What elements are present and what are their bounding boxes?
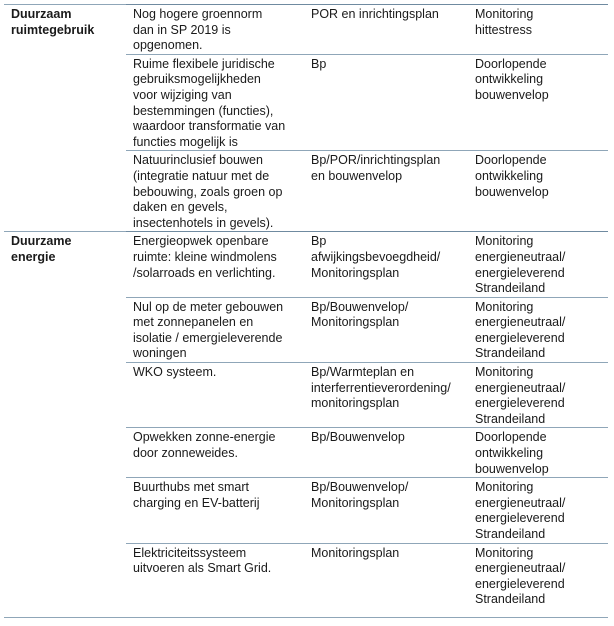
table-row xyxy=(4,5,608,55)
instrument-cell: Bp/POR/inrichtingsplan en bouwenvelop xyxy=(304,151,468,232)
measure-cell: Nog hogere groennorm dan in SP 2019 is opgenomen. xyxy=(126,5,304,55)
table-row xyxy=(4,428,608,478)
status-cell: Monitoring energieneutraal/ energieleverend Strandeiland xyxy=(468,543,608,617)
table-row xyxy=(4,297,608,362)
category-cell-empty xyxy=(4,151,126,232)
category-cell-empty xyxy=(4,54,126,151)
status-cell: Doorlopende ontwikkeling bouwenvelop xyxy=(468,54,608,151)
status-cell: Doorlopende ontwikkeling bouwenvelop xyxy=(468,151,608,232)
instrument-cell: Bp xyxy=(304,54,468,151)
status-cell: Monitoring energieneutraal/ energieleverend Strandeiland xyxy=(468,297,608,362)
instrument-cell: Bp/Bouwenvelop/ Monitoringsplan xyxy=(304,478,468,543)
category-cell-empty xyxy=(4,363,126,428)
instrument-cell: Bp/Warmteplan en interferrentieverordening/ monitoringsplan xyxy=(304,363,468,428)
status-cell: Doorlopende ontwikkeling bouwenvelop xyxy=(468,428,608,478)
instrument-cell: POR en inrichtingsplan xyxy=(304,5,468,55)
category-cell: Duurzame energie xyxy=(4,232,126,297)
status-cell: Monitoring energieneutraal/ energieleverend Strandeiland xyxy=(468,363,608,428)
instrument-cell: Bp afwijkingsbevoegdheid/ Monitoringsplan xyxy=(304,232,468,297)
table-row xyxy=(4,232,608,297)
table-row xyxy=(4,478,608,543)
status-cell: Monitoring energieneutraal/ energieleverend Strandeiland xyxy=(468,478,608,543)
measure-cell: Ruime flexibele juridische gebruiksmogelijkheden voor wijziging van bestemmingen (functies), waardoor transformatie van functies mogelijk is xyxy=(126,54,304,151)
status-cell: Monitoring energieneutraal/ energieleverend Strandeiland xyxy=(468,232,608,297)
table-row xyxy=(4,151,608,232)
instrument-cell: Bp/Bouwenvelop xyxy=(304,428,468,478)
instrument-cell: Bp/Bouwenvelop/ Monitoringsplan xyxy=(304,297,468,362)
instrument-cell: Monitoringsplan xyxy=(304,543,468,617)
measure-cell: Nul op de meter gebouwen met zonnepanelen en isolatie / emergieleverende woningen xyxy=(126,297,304,362)
measure-cell: Elektriciteitssysteem uitvoeren als Smart Grid. xyxy=(126,543,304,617)
category-cell: Duurzaam ruimtegebruik xyxy=(4,5,126,55)
table-row xyxy=(4,54,608,151)
measure-cell: Buurthubs met smart charging en EV-batterij xyxy=(126,478,304,543)
measures-table xyxy=(4,4,608,618)
status-cell: Monitoring hittestress xyxy=(468,5,608,55)
measure-cell: Natuurinclusief bouwen (integratie natuur met de bebouwing, zoals groen op daken en gevels, insectenhotels in gevels). xyxy=(126,151,304,232)
measure-cell: WKO systeem. xyxy=(126,363,304,428)
category-cell-empty xyxy=(4,428,126,478)
table-row xyxy=(4,543,608,617)
measure-cell: Opwekken zonne-energie door zonneweides. xyxy=(126,428,304,478)
table-row xyxy=(4,363,608,428)
category-cell-empty xyxy=(4,478,126,543)
category-cell-empty xyxy=(4,543,126,617)
category-cell-empty xyxy=(4,297,126,362)
measure-cell: Energieopwek openbare ruimte: kleine windmolens /solarroads en verlichting. xyxy=(126,232,304,297)
